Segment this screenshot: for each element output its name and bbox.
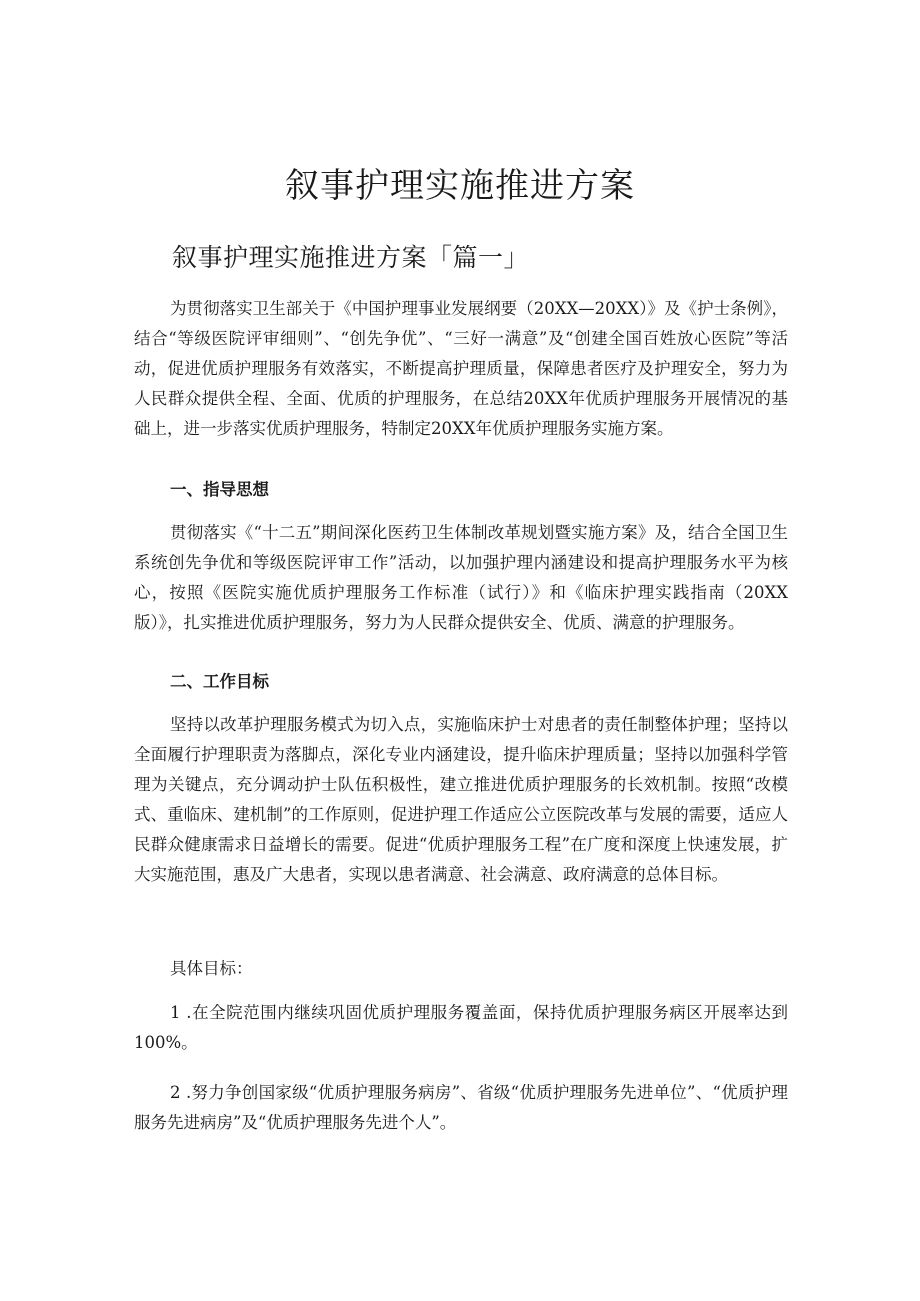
heading-guiding-ideology: 一、指导思想 [170, 480, 269, 499]
heading-work-goals: 二、工作目标 [170, 672, 269, 691]
section-title: 叙事护理实施推进方案「篇一」 [172, 243, 530, 272]
goal-item-2: 2 .努力争创国家级“优质护理服务病房”、省级“优质护理服务先进单位”、“优质护理服务先进病房”及“优质护理服务先进个人”。 [134, 1083, 788, 1132]
work-goals-paragraph: 坚持以改革护理服务模式为切入点，实施临床护士对患者的责任制整体护理；坚持以全面履行护理职责为落脚点，深化专业内涵建设，提升临床护理质量；坚持以加强科学管理为关键点，充分调动护士队伍积极性，建立推进优质护理服务的长效机制。按照“改模式、重临床、建机制”的工作原则，促进护理工作适应公立医院改革与发展的需要，适应人民群众健康需求日益增长的需要。促进“优质护理服务工程”在广度和深度上快速发展，扩大实施范围，惠及广大患者，实现以患者满意、社会满意、政府满意的总体目标。 [134, 715, 788, 884]
specific-goals-label: 具体目标： [170, 959, 253, 978]
intro-paragraph: 为贯彻落实卫生部关于《中国护理事业发展纲要（20XX—20XX）》及《护士条例》，结合“等级医院评审细则”、“创先争优”、“三好一满意”及“创建全国百姓放心医院”等活动，促进优质护理服务有效落实，不断提高护理质量，保障患者医疗及护理安全，努力为人民群众提供全程、全面、优质的护理服务，在总结20XX年优质护理服务开展情况的基础上，进一步落实优质护理服务，特制定20XX年优质护理服务实施方案。 [134, 299, 788, 438]
document-title: 叙事护理实施推进方案 [285, 166, 635, 206]
goal-item-1: 1 .在全院范围内继续巩固优质护理服务覆盖面，保持优质护理服务病区开展率达到100%。 [134, 1003, 788, 1052]
guiding-ideology-paragraph: 贯彻落实《“十二五”期间深化医药卫生体制改革规划暨实施方案》及，结合全国卫生系统创先争优和等级医院评审工作”活动，以加强护理内涵建设和提高护理服务水平为核心，按照《医院实施优质护理服务工作标准（试行）》和《临床护理实践指南（20XX版）》，扎实推进优质护理服务，努力为人民群众提供安全、优质、满意的护理服务。 [134, 523, 788, 632]
